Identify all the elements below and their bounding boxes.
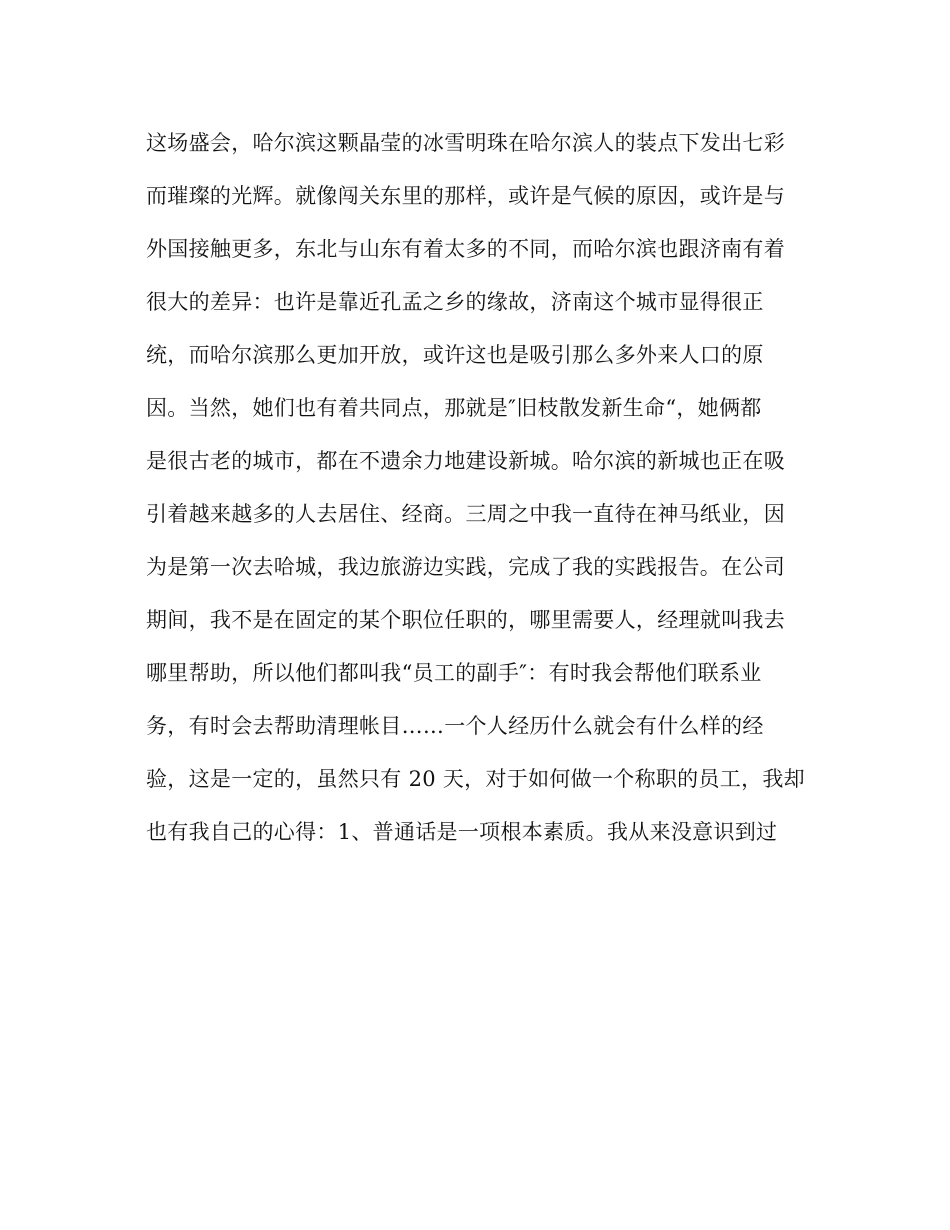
text-line-6: 因。当然，她们也有着共同点，那就是″旧枝散发新生命“，她俩都 <box>146 396 762 420</box>
text-line-9: 为是第一次去哈城，我边旅游边实践，完成了我的实践报告。在公司 <box>146 555 785 579</box>
text-line-14: 也有我自己的心得：1、普通话是一项根本素质。我从来没意识到过 <box>146 820 778 844</box>
body-text <box>146 125 826 867</box>
text-line-7: 是很古老的城市，都在不遗余力地建设新城。哈尔滨的新城也正在吸 <box>146 449 785 473</box>
text-line-3: 外国接触更多，东北与山东有着太多的不同，而哈尔滨也跟济南有着 <box>146 237 785 261</box>
text-line-2: 而璀璨的光辉。就像闯关东里的那样，或许是气候的原因，或许是与 <box>146 184 785 208</box>
text-line-8: 引着越来越多的人去居住、经商。三周之中我一直待在神马纸业，因 <box>146 502 785 526</box>
text-line-12: 务，有时会去帮助清理帐目……一个人经历什么就会有什么样的经 <box>146 714 764 738</box>
text-line-4: 很大的差异：也许是靠近孔孟之乡的缘故，济南这个城市显得很正 <box>146 290 764 314</box>
text-line-13: 验，这是一定的，虽然只有 20 天，对于如何做一个称职的员工，我却 <box>146 767 805 791</box>
text-line-1: 这场盛会，哈尔滨这颗晶莹的冰雪明珠在哈尔滨人的装点下发出七彩 <box>146 131 785 155</box>
text-line-10: 期间，我不是在固定的某个职位任职的，哪里需要人，经理就叫我去 <box>146 608 785 632</box>
text-line-5: 统，而哈尔滨那么更加开放，或许这也是吸引那么多外来人口的原 <box>146 343 764 367</box>
text-line-11: 哪里帮助，所以他们都叫我“员工的副手″：有时我会帮他们联系业 <box>146 661 762 685</box>
